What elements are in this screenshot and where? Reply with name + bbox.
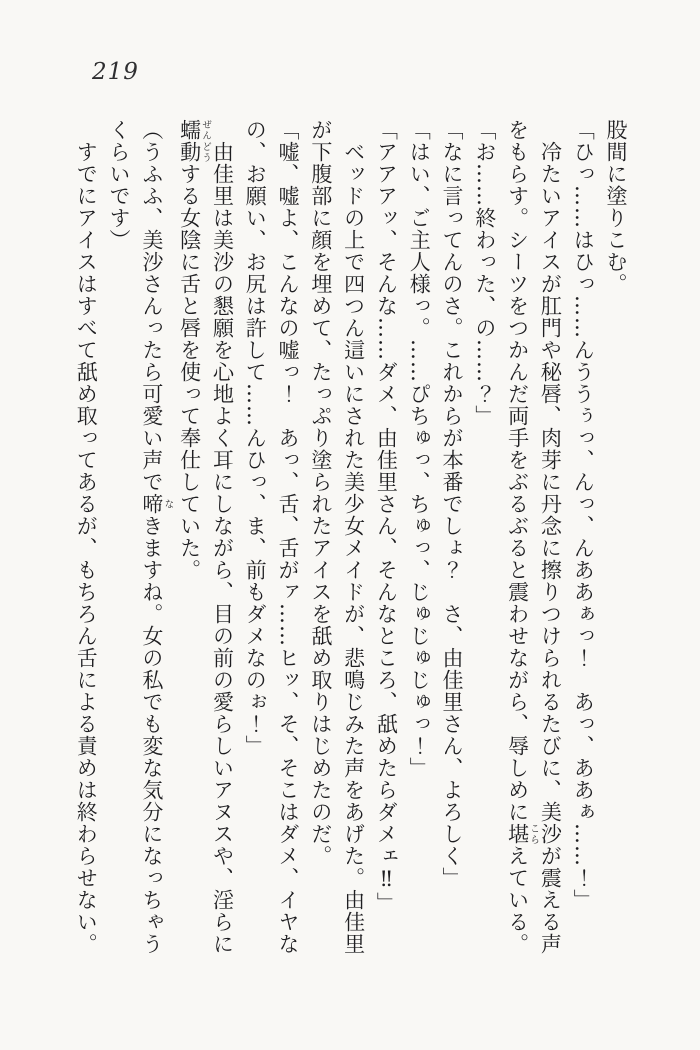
page-text [69, 119, 632, 961]
paragraph: 「アアアッ、そんな……ダメ、由佳里さん、そんなところ、舐めたらダメェ‼」 [374, 119, 399, 914]
paragraph: すでにアイスはすべて舐め取ってあるが、もちろん舌による責めは終わらせない。 [74, 141, 99, 955]
ruby-annotated-word: 堪こら [505, 823, 540, 845]
furigana: こら [528, 823, 540, 845]
paragraph: 「はい、ご主人様っ。……ぴちゅっ、ちゅっ、じゅじゅじゅっ！」 [407, 119, 432, 779]
paragraph: 「なに言ってんのさ。これからが本番でしょ？ さ、由佳里さん、よろしく」 [440, 119, 465, 889]
paragraph: 冷たいアイスが肛門や秘唇、肉芽に丹念に擦りつけられるたびに、美沙が震える声 をもらす。シーツをつかんだ両手をぶるぶると震わせながら、辱しめに堪こらえている。 [505, 119, 563, 955]
paragraph: 「お……終わった、の……？」 [472, 119, 497, 427]
ruby-annotated-word: 啼な [139, 493, 174, 515]
paragraph: 「ひっ……はひっ……んううぅっ、んっ、んああぁっ！ あっ、ああぁ……！」 [571, 119, 596, 911]
paragraph: （うふふ、美沙さんったら可愛い声で啼なきますね。女の私でも変な気分になっちゃう くらいです） [107, 119, 174, 955]
paragraph: 股間に塗りこむ。 [604, 119, 628, 295]
paragraph: ベッドの上で四つん這いにされた美少女メイドが、悲鳴じみた声をあげた。由佳里 が下腹部に顔を埋めて、たっぷり塗られたアイスを舐め取りはじめたのだ。 [308, 119, 366, 955]
furigana: ぜんどう [200, 119, 212, 163]
paragraph: 由佳里は美沙の懇願を心地よく耳にしながら、目の前の愛らしいアヌスや、淫らに 蠕動ぜんどうする女陰に舌と唇を使って奉仕していた。 [177, 119, 235, 955]
ruby-annotated-word: 蠕動ぜんどう [177, 119, 212, 163]
paragraph: 「嘘、嘘よ、こんなの嘘っ！ あっ、舌、舌がァ……ヒッ、そ、そこはダメ、イヤな の、お願い、お尻は許して……んひっ、ま、前もダメなのぉ！」 [243, 119, 301, 955]
furigana: な [162, 493, 174, 515]
page-number: 219 [92, 59, 139, 85]
